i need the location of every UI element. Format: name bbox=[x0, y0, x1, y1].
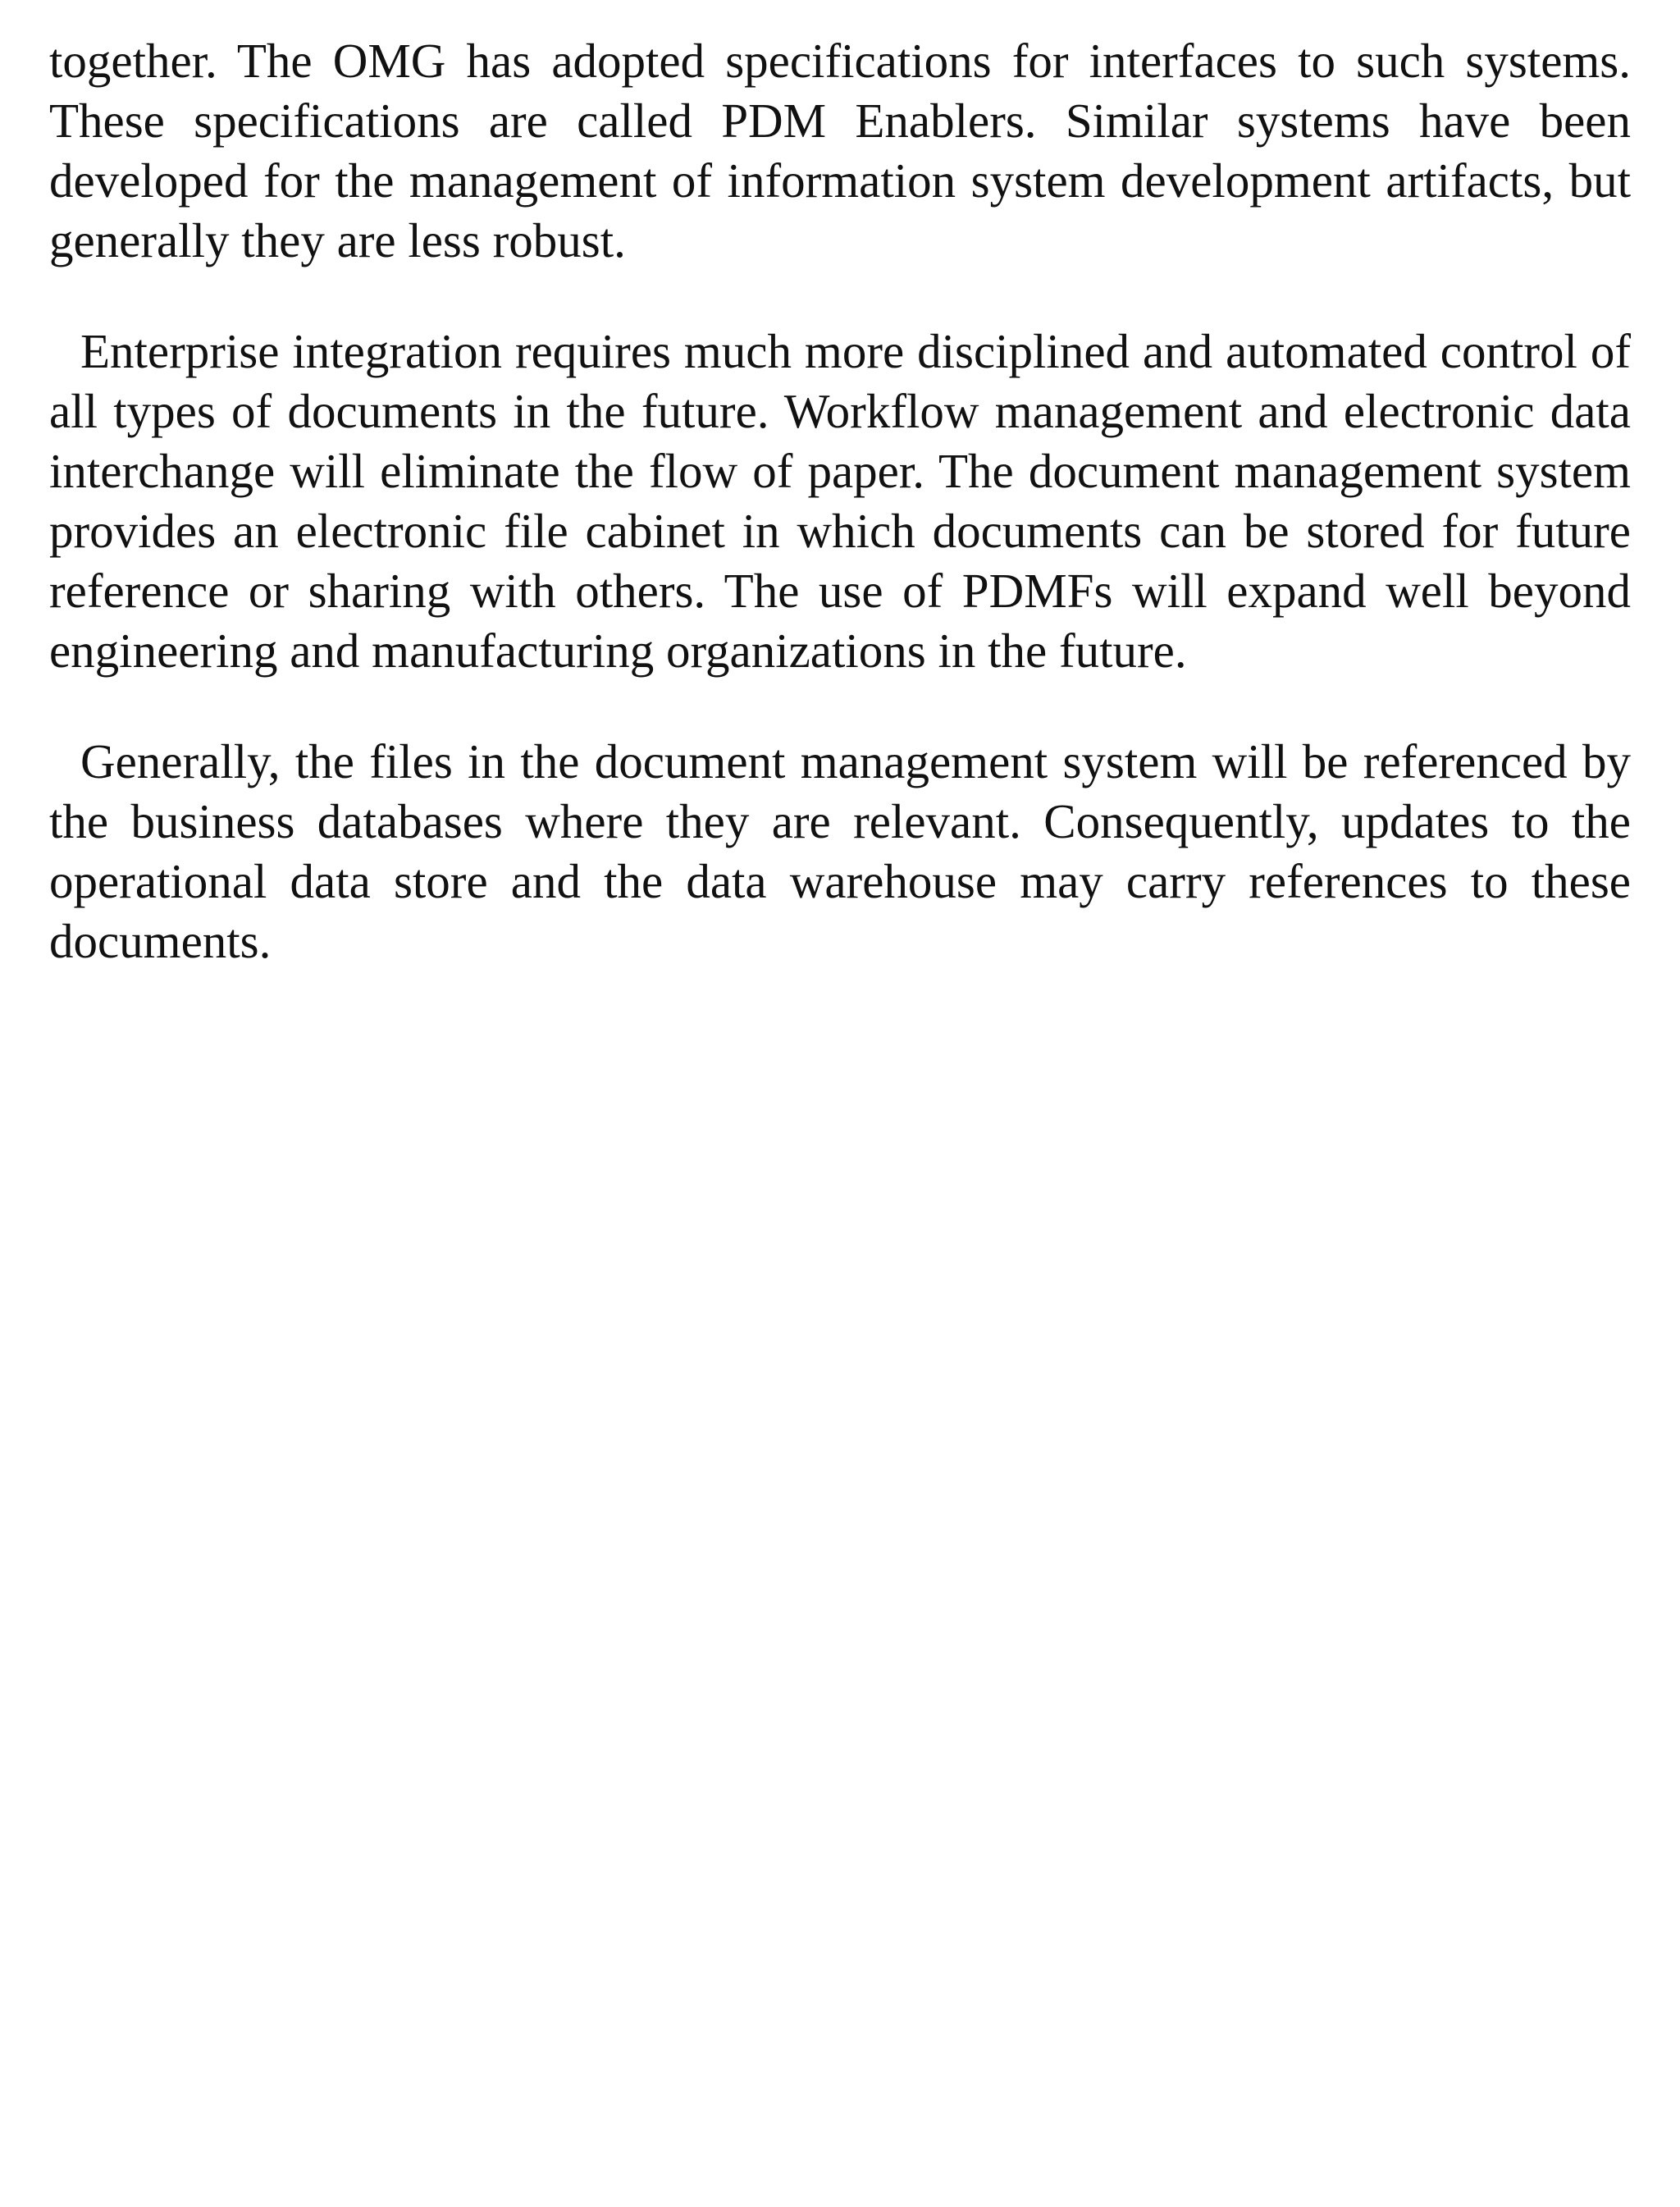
paragraph-enterprise-integration: Enterprise integration requires much more disciplined and automated control of all types of documents in the future. Workflow management and electronic data interchange will eliminate the flow of paper. The document management system provides an electronic file cabinet in which documents can be stored for future reference or sharing with others. The use of PDMFs will expand well beyond engineering and manufacturing organizations in the future. bbox=[49, 324, 1631, 678]
paragraph-business-databases: Generally, the files in the document management system will be referenced by the business databases where they are relevant. Consequently, updates to the operational data store and the data warehouse may carry references to these documents. bbox=[49, 734, 1631, 968]
paragraph-continuation: together. The OMG has adopted specifications for interfaces to such systems. These specifications are called PDM Enablers. Similar systems have been developed for the management of information system development artifacts, but generally they are less robust. bbox=[49, 34, 1631, 267]
body-text bbox=[49, 31, 1631, 971]
